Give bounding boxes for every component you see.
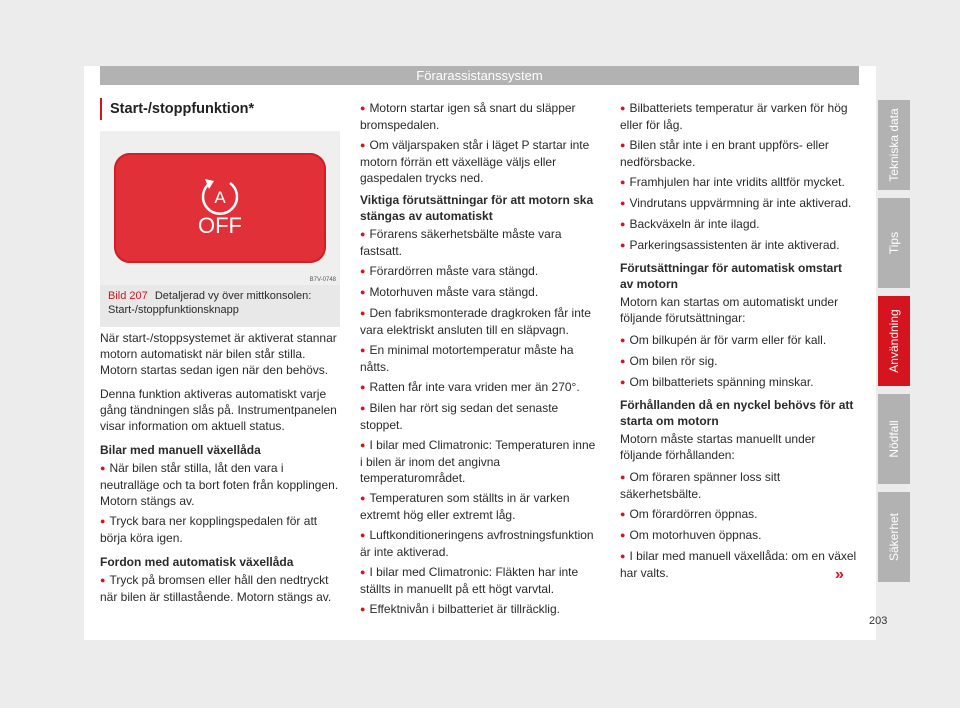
tab-label: Nödfall bbox=[887, 420, 901, 458]
bullet-item: ● Om förardörren öppnas. bbox=[620, 506, 858, 523]
bullet-item: ● Tryck på bromsen eller håll den nedtryckt när bilen är stillastående. Motorn stängs av. bbox=[100, 572, 340, 605]
bullet-item: ● I bilar med Climatronic: Temperaturen inne i bilen är inom det angivna temperaturområdet. bbox=[360, 437, 600, 486]
bullet-item: ● I bilar med Climatronic: Fläkten har inte ställts in manuellt på ett högt varvtal. bbox=[360, 564, 600, 597]
tab-label: Tekniska data bbox=[887, 108, 901, 182]
bullet-item: ● Om föraren spänner loss sitt säkerhetsbälte. bbox=[620, 469, 858, 502]
bullet-item: ● Effektnivån i bilbatteriet är tillräcklig. bbox=[360, 601, 600, 618]
column-1 bbox=[100, 330, 340, 609]
caption-text: Detaljerad vy över mittkonsolen: Start-/stoppfunktionsknapp bbox=[108, 290, 312, 316]
page-number: 203 bbox=[869, 615, 888, 627]
caption-number: Bild 207 bbox=[108, 290, 148, 302]
section-title: Start-/stoppfunktion* bbox=[100, 98, 254, 120]
off-label: OFF bbox=[198, 213, 242, 238]
chapter-header: Förarassistanssystem bbox=[100, 66, 859, 85]
bullet-item: ● Backväxeln är inte ilagd. bbox=[620, 216, 858, 233]
tab-label: Användning bbox=[887, 309, 901, 373]
bullet-item: ● Förarens säkerhetsbälte måste vara fastsatt. bbox=[360, 226, 600, 259]
bullet-item: ● Luftkonditioneringens avfrostningsfunktion är inte aktiverad. bbox=[360, 527, 600, 560]
bullet-item: ● Om bilkupén är för varm eller för kall. bbox=[620, 332, 858, 349]
subheading: Förutsättningar för automatisk omstart av motorn bbox=[620, 261, 843, 291]
bullet-item: ● Bilen har rört sig sedan det senaste stoppet. bbox=[360, 400, 600, 433]
bullet-item: ● En minimal motortemperatur måste ha nåtts. bbox=[360, 342, 600, 375]
figure-caption bbox=[100, 285, 340, 327]
tab-tips[interactable] bbox=[878, 198, 910, 288]
subheading: Fordon med automatisk växellåda bbox=[100, 555, 294, 569]
start-stop-button-panel bbox=[114, 153, 326, 263]
bullet-item: ● I bilar med manuell växellåda: om en växel har valts. bbox=[620, 548, 858, 581]
paragraph: Denna funktion aktiveras automatiskt varje gång tändningen slås på. Instrumentpanelen visar information om aktuell status. bbox=[100, 387, 337, 433]
auto-symbol-letter: A bbox=[214, 188, 226, 207]
tab-label: Tips bbox=[887, 231, 901, 255]
tab-tekniska-data[interactable] bbox=[878, 100, 910, 190]
bullet-item: ● Motorhuven måste vara stängd. bbox=[360, 284, 600, 301]
auto-off-icon bbox=[114, 153, 326, 263]
bullet-item: ● Den fabriksmonterade dragkroken får inte vara elektriskt ansluten till en släpvagn. bbox=[360, 305, 600, 338]
subheading: Bilar med manuell växellåda bbox=[100, 443, 261, 457]
bullet-item: ● Vindrutans uppvärmning är inte aktiverad. bbox=[620, 195, 858, 212]
subheading: Viktiga förutsättningar för att motorn ska stängas av automatiskt bbox=[360, 193, 594, 223]
tab-sakerhet[interactable] bbox=[878, 492, 910, 582]
bullet-item: ● Om bilbatteriets spänning minskar. bbox=[620, 374, 858, 391]
paragraph: Motorn måste startas manuellt under följande förhållanden: bbox=[620, 432, 816, 462]
subheading: Förhållanden då en nyckel behövs för att starta om motorn bbox=[620, 398, 854, 428]
bullet-item: ● Tryck bara ner kopplingspedalen för att börja köra igen. bbox=[100, 513, 340, 546]
continue-arrow-icon: » bbox=[835, 566, 844, 583]
column-2 bbox=[360, 100, 600, 622]
bullet-item: ● Framhjulen har inte vridits alltför mycket. bbox=[620, 174, 858, 191]
bullet-item: ● När bilen står stilla, låt den vara i neutralläge och ta bort foten från kopplingen. Motorn stängs av. bbox=[100, 460, 340, 509]
tab-anvandning[interactable] bbox=[878, 296, 910, 386]
bullet-item: ● Temperaturen som ställts in är varken extremt hög eller extremt låg. bbox=[360, 490, 600, 523]
bullet-item: ● Parkeringsassistenten är inte aktiverad. bbox=[620, 237, 858, 254]
bullet-item: ● Bilen står inte i en brant uppförs- eller nedförsbacke. bbox=[620, 137, 858, 170]
bullet-item: ● Bilbatteriets temperatur är varken för hög eller för låg. bbox=[620, 100, 858, 133]
tab-nodfall[interactable] bbox=[878, 394, 910, 484]
bullet-item: ● Ratten får inte vara vriden mer än 270°. bbox=[360, 379, 600, 396]
column-3 bbox=[620, 100, 858, 585]
paragraph: När start-/stoppsystemet är aktiverat stannar motorn automatiskt när bilen står stilla. Motorn startas sedan igen när den behövs. bbox=[100, 331, 337, 377]
paragraph: Motorn kan startas om automatiskt under följande förutsättningar: bbox=[620, 295, 839, 325]
bullet-item: ● Förardörren måste vara stängd. bbox=[360, 263, 600, 280]
figure-start-stop-button bbox=[100, 131, 340, 285]
figure-code: B7V-0748 bbox=[309, 277, 336, 283]
bullet-item: ● Motorn startar igen så snart du släpper bromspedalen. bbox=[360, 100, 600, 133]
tab-label: Säkerhet bbox=[887, 512, 901, 562]
bullet-item: ● Om motorhuven öppnas. bbox=[620, 527, 858, 544]
bullet-item: ● Om bilen rör sig. bbox=[620, 353, 858, 370]
bullet-item: ● Om väljarspaken står i läget P startar inte motorn förrän ett växelläge väljs eller gaspedalen trycks ned. bbox=[360, 137, 600, 186]
